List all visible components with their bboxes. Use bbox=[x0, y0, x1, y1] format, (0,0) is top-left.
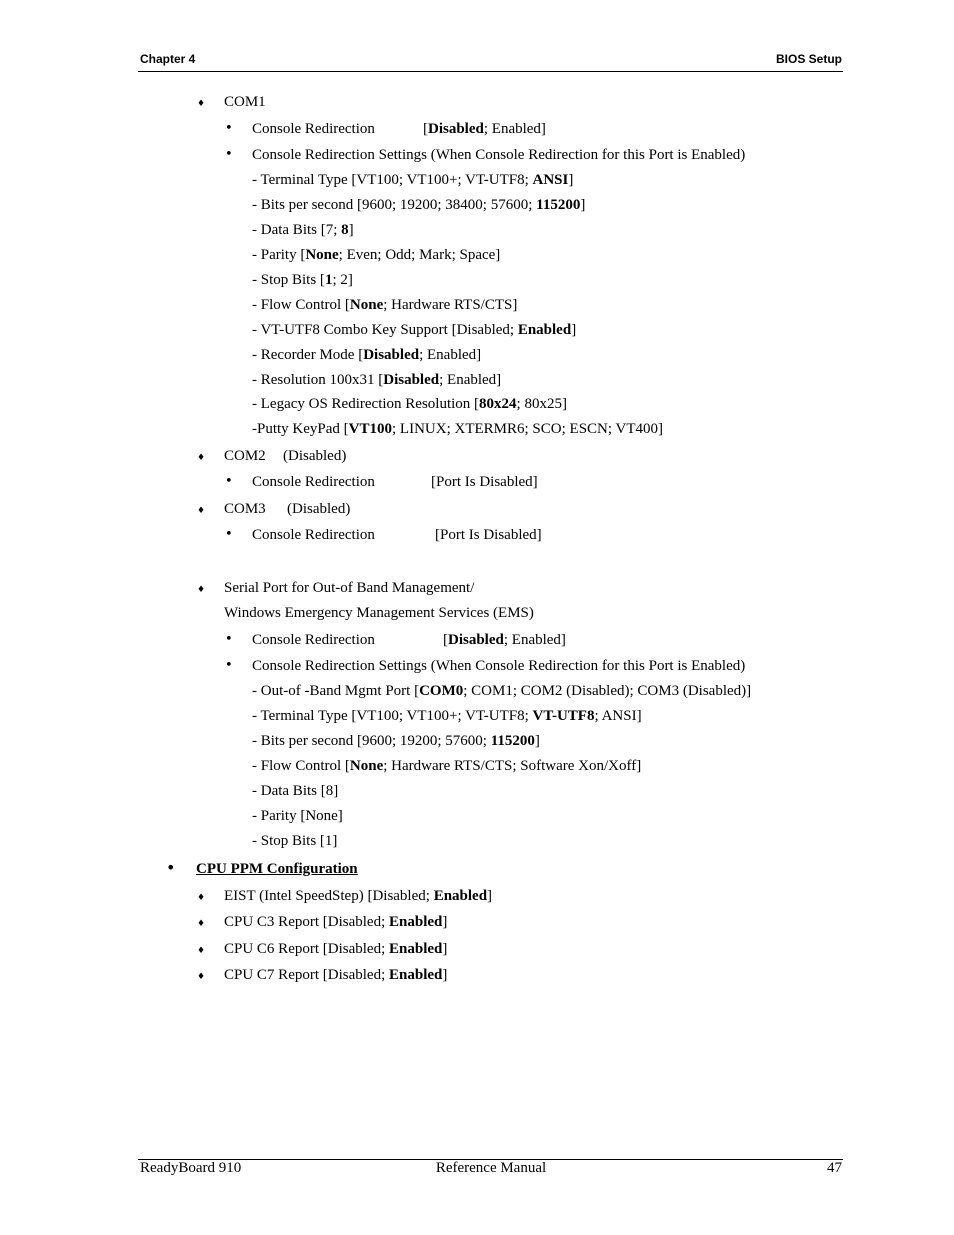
diamond-bullet-icon: ♦ bbox=[197, 972, 206, 982]
cpu-ppm-title: CPU PPM Configuration bbox=[196, 861, 358, 877]
diamond-bullet-icon: ♦ bbox=[197, 453, 206, 463]
com1-recorder-mode: - Recorder Mode [Disabled; Enabled] bbox=[252, 347, 482, 363]
com3-redir-value: [Port Is Disabled] bbox=[435, 527, 542, 543]
com1-title: COM1 bbox=[224, 94, 266, 110]
ems-redir-label: Console Redirection bbox=[252, 632, 375, 648]
diamond-bullet-icon: ♦ bbox=[197, 946, 206, 956]
cpu-c6-report: CPU C6 Report [Disabled; Enabled] bbox=[224, 941, 448, 957]
bullet-icon: • bbox=[225, 632, 233, 647]
ems-redir-options: [Disabled; Enabled] bbox=[443, 632, 566, 648]
com1-settings: Console Redirection Settings (When Console Redirection for this Port is Enabled) bbox=[252, 147, 746, 163]
footer-product: ReadyBoard 910 bbox=[140, 1160, 242, 1176]
header-section: BIOS Setup bbox=[775, 52, 842, 66]
bullet-icon: • bbox=[225, 147, 233, 162]
com3-status: (Disabled) bbox=[287, 501, 351, 517]
ems-title-line1: Serial Port for Out-of Band Management/ bbox=[224, 580, 475, 596]
bullet-icon: • bbox=[225, 658, 233, 673]
ems-parity: - Parity [None] bbox=[252, 808, 343, 824]
com1-putty-keypad: -Putty KeyPad [VT100; LINUX; XTERMR6; SCO; ESCN; VT400] bbox=[252, 421, 664, 437]
header-rule bbox=[138, 71, 843, 72]
com1-legacy-os-redirection: - Legacy OS Redirection Resolution [80x24; 80x25] bbox=[252, 396, 567, 412]
com1-resolution: - Resolution 100x31 [Disabled; Enabled] bbox=[252, 372, 502, 388]
com1-flow-control: - Flow Control [None; Hardware RTS/CTS] bbox=[252, 297, 518, 313]
com1-redir-options: [Disabled; Enabled] bbox=[423, 121, 546, 137]
cpu-c7-report: CPU C7 Report [Disabled; Enabled] bbox=[224, 967, 448, 983]
com1-terminal-type: - Terminal Type [VT100; VT100+; VT-UTF8; ANSI] bbox=[252, 172, 574, 188]
com3-title: COM3 bbox=[224, 501, 266, 517]
footer-page-number: 47 bbox=[827, 1160, 842, 1176]
cpu-c3-report: CPU C3 Report [Disabled; Enabled] bbox=[224, 914, 448, 930]
bullet-icon: • bbox=[225, 121, 233, 136]
footer-manual: Reference Manual bbox=[435, 1160, 547, 1176]
ems-data-bits: - Data Bits [8] bbox=[252, 783, 339, 799]
bullet-icon: • bbox=[225, 474, 233, 489]
com1-parity: - Parity [None; Even; Odd; Mark; Space] bbox=[252, 247, 501, 263]
ems-settings: Console Redirection Settings (When Console Redirection for this Port is Enabled) bbox=[252, 658, 746, 674]
diamond-bullet-icon: ♦ bbox=[197, 99, 206, 109]
ems-title-line2: Windows Emergency Management Services (EMS) bbox=[224, 605, 534, 621]
com2-status: (Disabled) bbox=[283, 448, 347, 464]
ems-stop-bits: - Stop Bits [1] bbox=[252, 833, 338, 849]
com2-redir-value: [Port Is Disabled] bbox=[431, 474, 538, 490]
com1-data-bits: - Data Bits [7; 8] bbox=[252, 222, 354, 238]
com2-redir-label: Console Redirection bbox=[252, 474, 375, 490]
diamond-bullet-icon: ♦ bbox=[197, 919, 206, 929]
com1-redir-label: Console Redirection bbox=[252, 121, 375, 137]
ems-terminal-type: - Terminal Type [VT100; VT100+; VT-UTF8; VT-UTF8; ANSI] bbox=[252, 708, 642, 724]
ems-bits-per-second: - Bits per second [9600; 19200; 57600; 115200] bbox=[252, 733, 540, 749]
header-chapter: Chapter 4 bbox=[140, 52, 196, 66]
diamond-bullet-icon: ♦ bbox=[197, 893, 206, 903]
com3-redir-label: Console Redirection bbox=[252, 527, 375, 543]
diamond-bullet-icon: ♦ bbox=[197, 585, 206, 595]
cpu-eist: EIST (Intel SpeedStep) [Disabled; Enabled] bbox=[224, 888, 493, 904]
com1-vt-utf8-combo: - VT-UTF8 Combo Key Support [Disabled; Enabled] bbox=[252, 322, 577, 338]
com1-bits-per-second: - Bits per second [9600; 19200; 38400; 57600; 115200] bbox=[252, 197, 586, 213]
bullet-icon: • bbox=[225, 527, 233, 542]
ems-oob-port: - Out-of -Band Mgmt Port [COM0; COM1; COM2 (Disabled); COM3 (Disabled)] bbox=[252, 683, 752, 699]
diamond-bullet-icon: ♦ bbox=[197, 506, 206, 516]
ems-flow-control: - Flow Control [None; Hardware RTS/CTS; Software Xon/Xoff] bbox=[252, 758, 642, 774]
com1-stop-bits: - Stop Bits [1; 2] bbox=[252, 272, 353, 288]
com2-title: COM2 bbox=[224, 448, 266, 464]
section-bullet-icon: • bbox=[166, 858, 176, 877]
